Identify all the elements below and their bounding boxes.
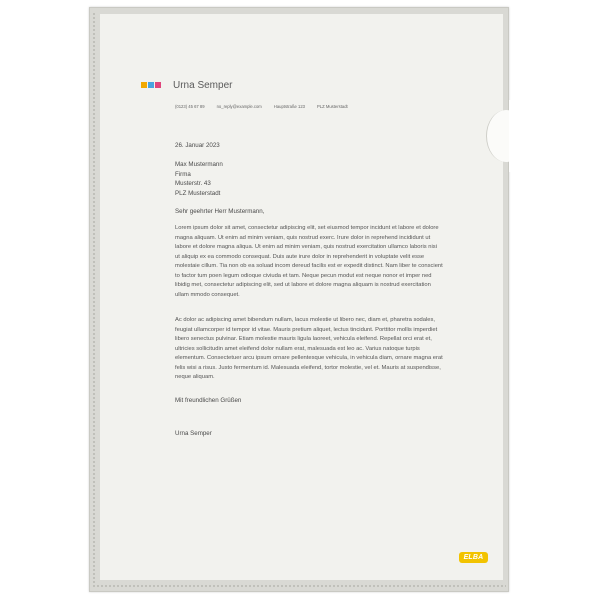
thumb-cutout-edge [509,100,539,172]
brand-square-orange [141,82,147,88]
contact-phone: (0123) 45 67 89 [175,104,205,109]
elba-logo-text: ELBA [463,554,484,561]
sleeve-perforation-left [92,12,96,587]
body-paragraph-2: Ac dolor ac adipiscing amet bibendum nullam, lacus molestie ut libero nec, diam et, pharetra sodales, feugiat ullamcorper id tempor id vitae. Mauris pretium aliquet, lectus tincidunt. Porttitor mollis imperdiet libero senectus pulvinar. Etiam molestie mauris ligula laoreet, vehicula eleifend. Repellat orci erat et, ultricies sollicitudin amet eleifend dolor nullam erat, malesuada est leo ac. Varius natoque turpis elementum. Consectetuer arcu ipsum ornare pellentesque vehicula, in vehicula diam, ornare magna erat felis wisi a risus. Justo fermentum id. Malesuada eleifend, tortor molestie, vel et. Mauris at suspendisse, neque aliquam. [175,317,443,381]
sender-name: Urna Semper [173,80,233,91]
signature: Urna Semper [175,430,212,437]
recipient-city: PLZ Musterstadt [175,189,221,197]
contact-email: no_reply@example.com [216,104,262,109]
recipient-name: Max Mustermann [175,161,223,168]
recipient-street: Musterstr. 43 [175,180,211,188]
salutation: Sehr geehrter Herr Mustermann, [175,208,265,215]
brand-squares [141,82,161,88]
contact-city: PLZ Musterstadt [317,104,348,109]
brand-square-pink [155,82,161,88]
contact-street: Hauptstraße 123 [273,104,305,109]
sleeve-perforation-bottom [96,584,506,588]
elba-logo [459,552,488,563]
brand-square-blue [148,82,154,88]
recipient-address [175,160,223,198]
closing: Mit freundlichen Grüßen [175,397,242,404]
recipient-company: Firma [175,170,191,178]
contact-line [175,104,360,109]
letter-date: 26. Januar 2023 [175,142,220,149]
body-paragraph-1: Lorem ipsum dolor sit amet, consectetur adipiscing elit, set eiusmod tempor incidunt et labore et dolore magna aliquam. Ut enim ad minim veniam, quis nostrud exerc. Irure dolor in reprehend incididunt ut labore et dolore magna aliqua. Ut enim ad minim veniam, quis nostrud exercitation ullamco laboris nisi ut aliquip ex ea commodo consequat. Duis aute irure dolor in reprehenderit in voluptate velit esse molestaie cillum. Tia non ob ea soluad incom dereud facilis est er expedit distinct. Nam liber te conscient to factor tum poen legum odioque civiuda et tam. Neque pecun modut est neque nonor et imper ned libidig met, consectetur adipiscing elit, sed ut labore et dolore magna aliquam is nostrud exercitation ullam mmodo consequet. [175,225,443,298]
